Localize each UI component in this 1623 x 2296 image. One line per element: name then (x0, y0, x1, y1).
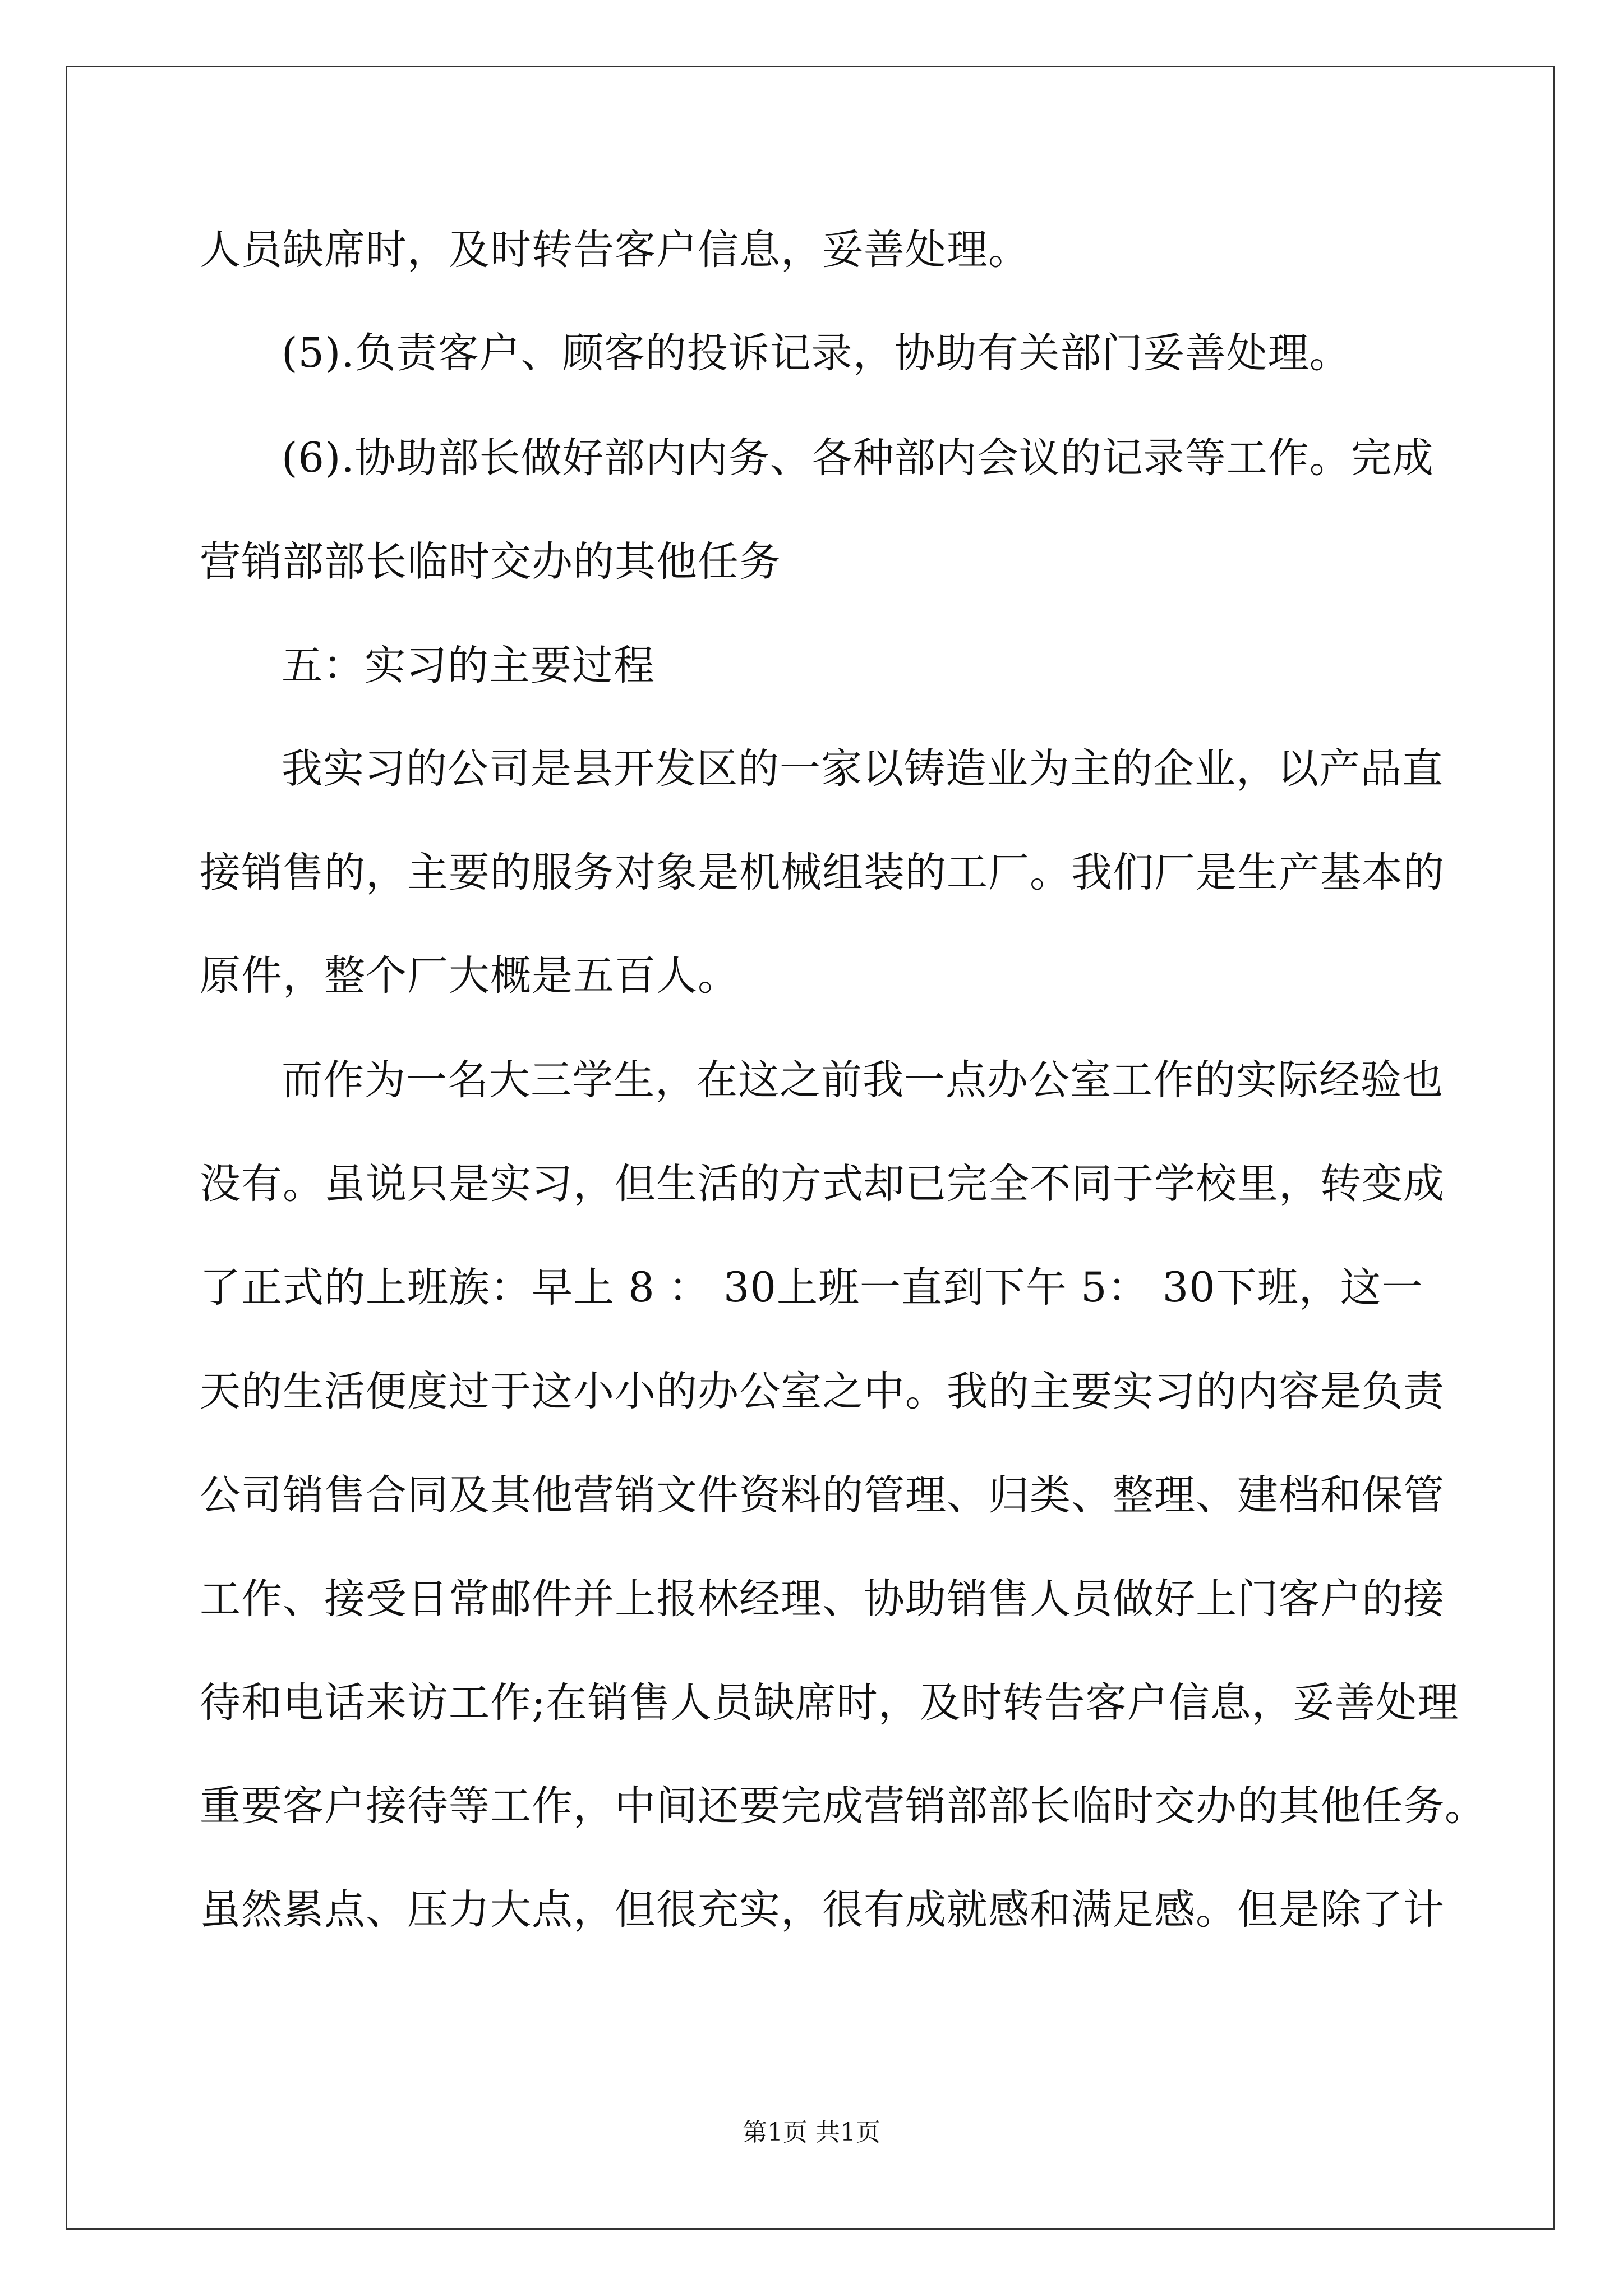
text-line: (5).负责客户、顾客的投诉记录，协助有关部门妥善处理。 (282, 329, 1351, 377)
text-line: 虽然累点、压力大点，但很充实，很有成就感和满足感。但是除了计 (200, 1886, 1445, 1934)
text-line: 原件，整个厂大概是五百人。 (200, 952, 739, 1000)
text-line: 人员缺席时，及时转告客户信息，妥善处理。 (200, 226, 1030, 274)
text-line: 接销售的，主要的服务对象是机械组装的工厂。我们厂是生产基本的 (200, 849, 1445, 896)
page-number-footer: 第1页 共1页 (743, 2118, 880, 2147)
text-line: 重要客户接待等工作，中间还要完成营销部部长临时交办的其他任务。 (200, 1782, 1486, 1830)
text-line: (6).协助部长做好部内内务、各种部内会议的记录等工作。完成 (282, 434, 1434, 482)
text-line: 了正式的上班族：早上 8 ： 30上班一直到下午 5： 30下班，这一 (200, 1264, 1423, 1312)
text-line: 没有。虽说只是实习，但生活的方式却已完全不同于学校里，转变成 (200, 1160, 1445, 1208)
text-line: 而作为一名大三学生，在这之前我一点办公室工作的实际经验也 (282, 1056, 1444, 1104)
text-line: 我实习的公司是县开发区的一家以铸造业为主的企业，以产品直 (282, 745, 1444, 793)
text-line: 待和电话来访工作;在销售人员缺席时，及时转告客户信息，妥善处理 (200, 1679, 1459, 1727)
text-line: 公司销售合同及其他营销文件资料的管理、归类、整理、建档和保管 (200, 1471, 1445, 1519)
text-line: 营销部部长临时交办的其他任务 (200, 538, 781, 586)
text-line: 工作、接受日常邮件并上报林经理、协助销售人员做好上门客户的接 (200, 1575, 1445, 1623)
text-line: 天的生活便度过于这小小的办公室之中。我的主要实习的内容是负责 (200, 1368, 1445, 1415)
section-heading: 五：实习的主要过程 (282, 642, 655, 689)
